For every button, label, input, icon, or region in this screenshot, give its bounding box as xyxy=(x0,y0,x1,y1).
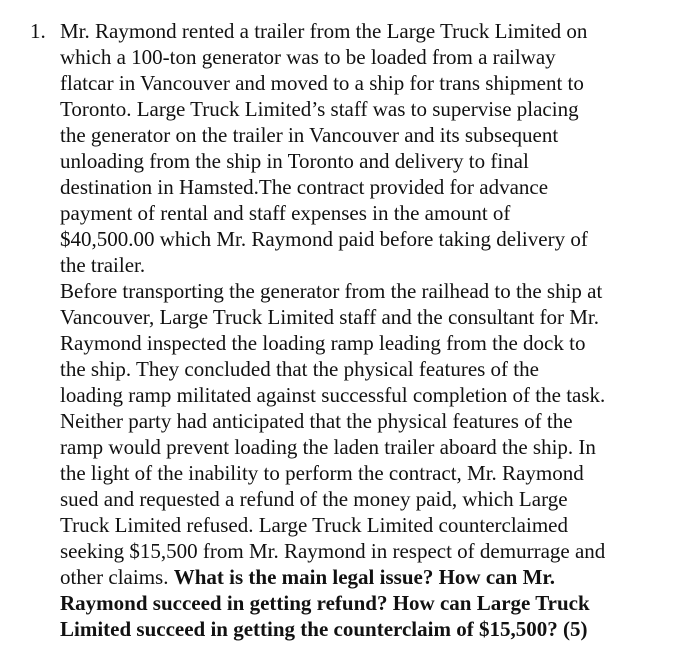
question-line: Before transporting the generator from the railhead to the ship at xyxy=(60,279,603,303)
question-line: loading ramp militated against successful completion of the task. xyxy=(60,383,606,407)
question-prompt: Raymond succeed in getting refund? How can Large Truck xyxy=(60,591,590,615)
question-line: Vancouver, Large Truck Limited staff and the consultant for Mr. xyxy=(60,305,600,329)
question-number: 1. xyxy=(30,19,46,43)
question-line xyxy=(30,18,640,44)
question-line: unloading from the ship in Toronto and delivery to final xyxy=(60,149,529,173)
question-text: Mr. Raymond rented a trailer from the Large Truck Limited on xyxy=(60,19,588,43)
question-line: seeking $15,500 from Mr. Raymond in respect of demurrage and xyxy=(60,539,606,563)
question-line: destination in Hamsted.The contract provided for advance xyxy=(60,175,549,199)
question-prompt: What is the main legal issue? How can Mr. xyxy=(173,565,556,589)
question-line: ramp would prevent loading the laden trailer aboard the ship. In xyxy=(60,435,596,459)
question-line: sued and requested a refund of the money paid, which Large xyxy=(60,487,568,511)
question-line: Truck Limited refused. Large Truck Limited counterclaimed xyxy=(60,513,568,537)
question-line: the trailer. xyxy=(60,253,146,277)
question-prompt: Limited succeed in getting the counterclaim of $15,500? (5) xyxy=(60,617,588,641)
question-block xyxy=(30,18,640,642)
question-line: $40,500.00 which Mr. Raymond paid before taking delivery of xyxy=(60,227,588,251)
question-line: Toronto. Large Truck Limited’s staff was to supervise placing xyxy=(60,97,579,121)
question-line: flatcar in Vancouver and moved to a ship for trans shipment to xyxy=(60,71,584,95)
question-line: the ship. They concluded that the physical features of the xyxy=(60,357,539,381)
question-line xyxy=(30,564,640,590)
question-line: the generator on the trailer in Vancouver and its subsequent xyxy=(60,123,559,147)
question-line: Neither party had anticipated that the physical features of the xyxy=(60,409,573,433)
question-line: payment of rental and staff expenses in the amount of xyxy=(60,201,511,225)
question-line: the light of the inability to perform the contract, Mr. Raymond xyxy=(60,461,584,485)
question-line: which a 100-ton generator was to be loaded from a railway xyxy=(60,45,556,69)
question-text: other claims. xyxy=(60,565,174,589)
question-line: Raymond inspected the loading ramp leading from the dock to xyxy=(60,331,586,355)
